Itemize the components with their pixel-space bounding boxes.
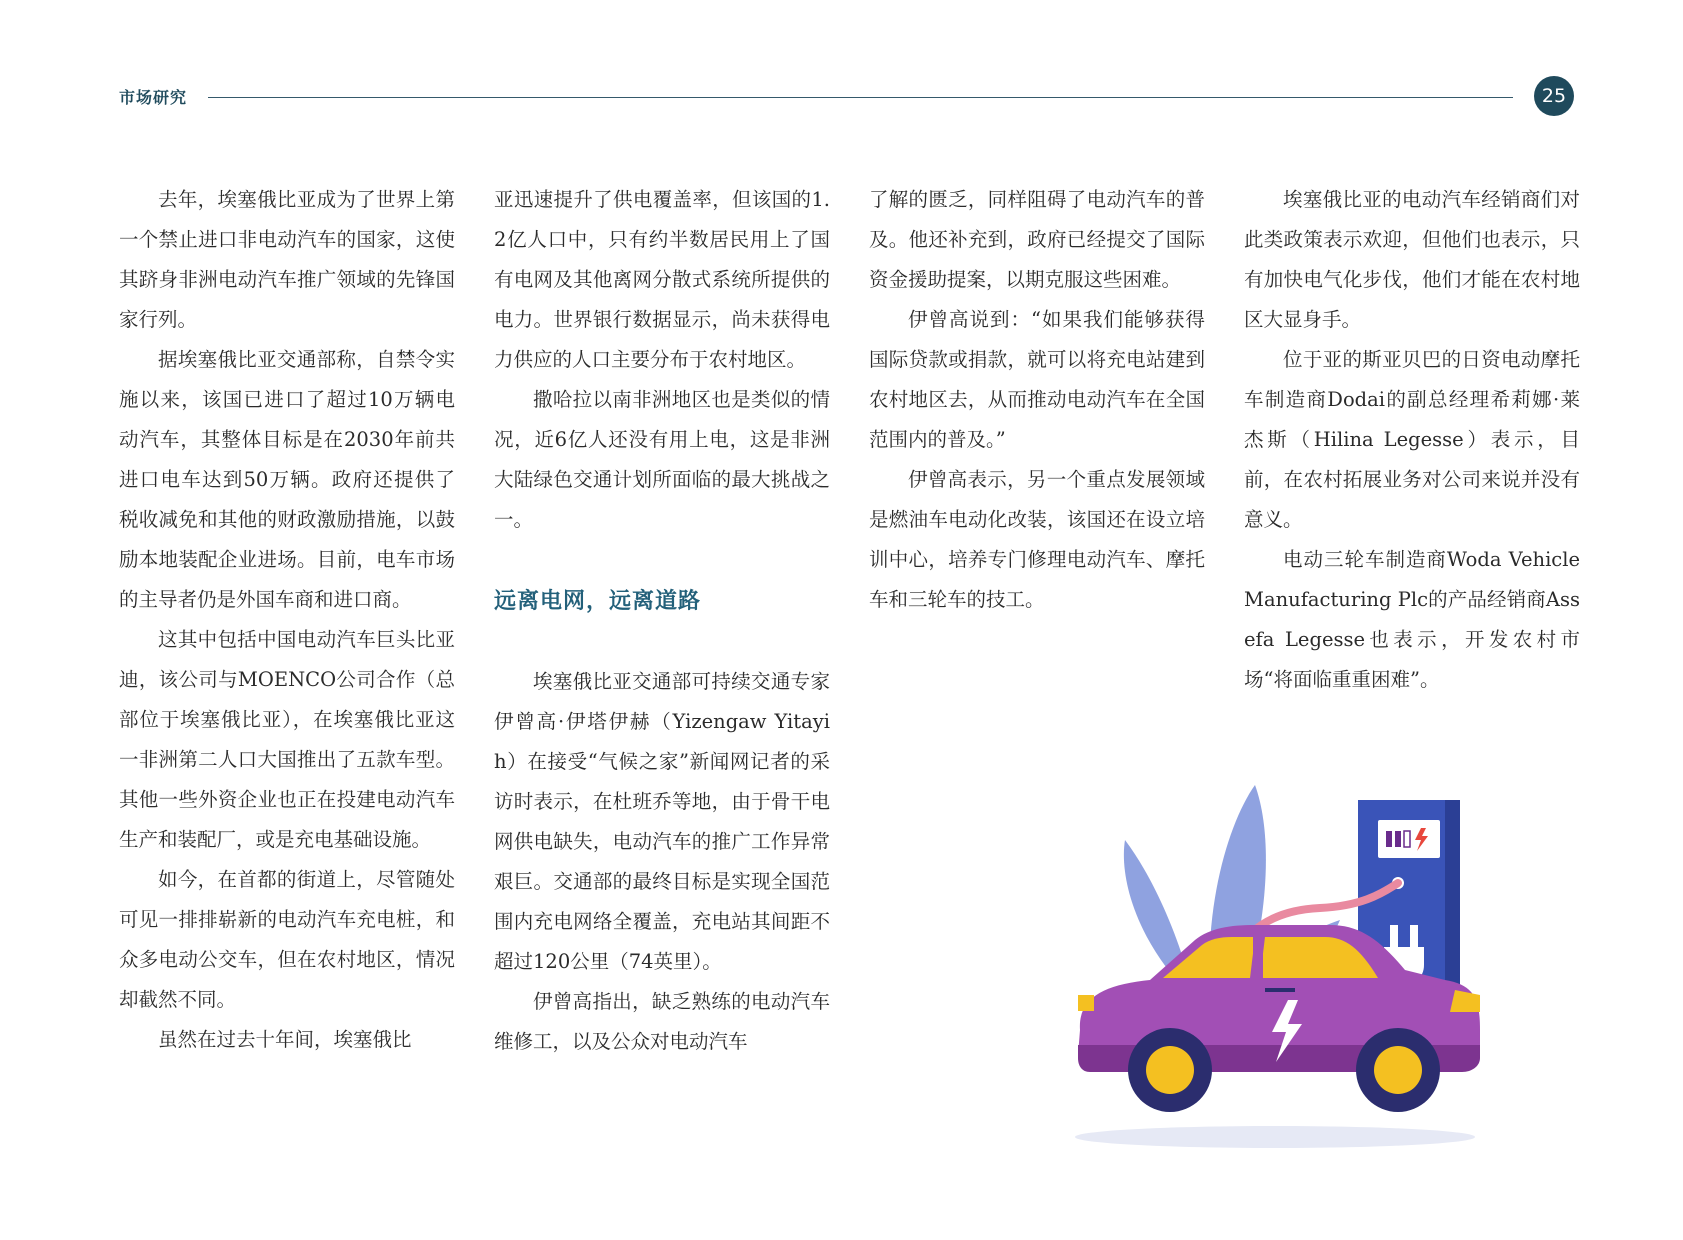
- paragraph: 位于亚的斯亚贝巴的日资电动摩托车制造商Dodai的副总经理希莉娜·莱杰斯（Hilina Legesse）表示，目前，在农村拓展业务对公司来说并没有意义。: [1244, 348, 1580, 531]
- paragraph: 埃塞俄比亚的电动汽车经销商们对此类政策表示欢迎，但他们也表示，只有加快电气化步伐，他们才能在农村地区大显身手。: [1244, 188, 1580, 331]
- paragraph: 据埃塞俄比亚交通部称，自禁令实施以来，该国已进口了超过10万辆电动汽车，其整体目标是在2030年前共进口电车达到50万辆。政府还提供了税收减免和其他的财政激励措施，以鼓励本地装配企业进场。目前，电车市场的主导者仍是外国车商和进口商。: [119, 348, 455, 611]
- paragraph: 伊曾高指出，缺乏熟练的电动汽车维修工，以及公众对电动汽车: [494, 990, 830, 1053]
- paragraph-continued: 亚迅速提升了供电覆盖率，但该国的1.2亿人口中，只有约半数居民用上了国有电网及其他离网分散式系统所提供的电力。世界银行数据显示，尚未获得电力供应的人口主要分布于农村地区。: [494, 188, 830, 371]
- paragraph: 电动三轮车制造商Woda Vehicle Manufacturing Plc的产品经销商Assefa Legesse也表示，开发农村市场“将面临重重困难”。: [1244, 548, 1580, 691]
- paragraph: 如今，在首都的街道上，尽管随处可见一排排崭新的电动汽车充电桩，和众多电动公交车，但在农村地区，情况却截然不同。: [119, 868, 455, 1011]
- article-column-1: [119, 180, 455, 1060]
- paragraph: 埃塞俄比亚交通部可持续交通专家伊曾高·伊塔伊赫（Yizengaw Yitayih）在接受“气候之家”新闻网记者的采访时表示，在杜班乔等地，由于骨干电网供电缺失，电动汽车的推广工作异常艰巨。交通部的最终目标是实现全国范围内充电网络全覆盖，充电站其间距不超过120公里（74英里）。: [494, 670, 830, 973]
- paragraph: 去年，埃塞俄比亚成为了世界上第一个禁止进口非电动汽车的国家，这使其跻身非洲电动汽车推广领域的先锋国家行列。: [119, 188, 455, 331]
- header-divider: [208, 97, 1513, 98]
- section-heading: 远离电网，远离道路: [494, 589, 702, 614]
- page-number-badge: 25: [1534, 76, 1574, 116]
- paragraph: 虽然在过去十年间，埃塞俄比: [158, 1028, 412, 1051]
- paragraph: 这其中包括中国电动汽车巨头比亚迪，该公司与MOENCO公司合作（总部位于埃塞俄比亚），在埃塞俄比亚这一非洲第二人口大国推出了五款车型。其他一些外资企业也正在投建电动汽车生产和装配厂，或是充电基础设施。: [119, 628, 455, 851]
- article-column-3: [869, 180, 1205, 620]
- paragraph: 伊曾高说到：“如果我们能够获得国际贷款或捐款，就可以将充电站建到农村地区去，从而推动电动汽车在全国范围内的普及。”: [869, 308, 1205, 451]
- paragraph: 撒哈拉以南非洲地区也是类似的情况，近6亿人还没有用上电，这是非洲大陆绿色交通计划所面临的最大挑战之一。: [494, 388, 830, 531]
- section-title: 市场研究: [119, 88, 188, 107]
- article-column-4: [1244, 180, 1580, 700]
- paragraph: 伊曾高表示，另一个重点发展领域是燃油车电动化改装，该国还在设立培训中心，培养专门修理电动汽车、摩托车和三轮车的技工。: [869, 468, 1205, 611]
- ev-charging-car-illustration: [1060, 780, 1520, 1160]
- article-column-2: [494, 180, 830, 1062]
- paragraph-continued: 了解的匮乏，同样阻碍了电动汽车的普及。他还补充到，政府已经提交了国际资金援助提案，以期克服这些困难。: [869, 188, 1205, 291]
